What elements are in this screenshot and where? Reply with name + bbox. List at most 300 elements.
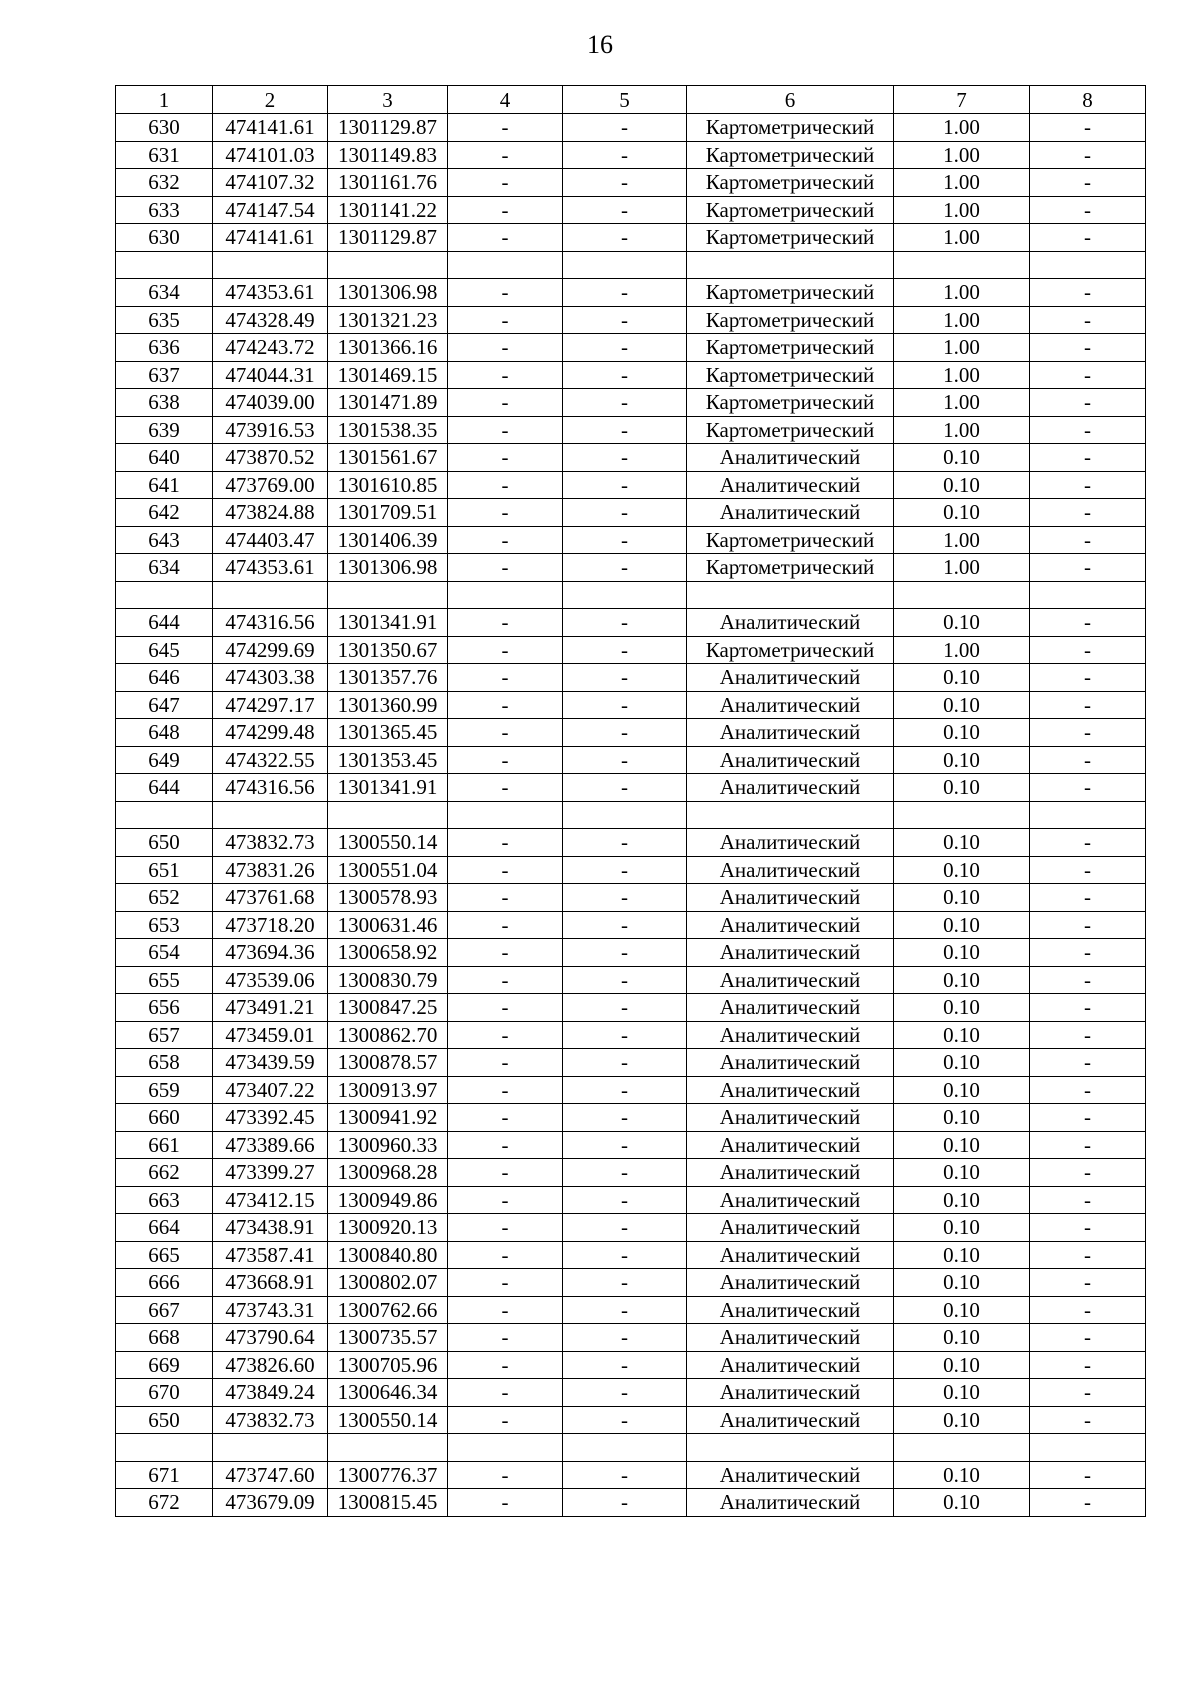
col5-cell: - xyxy=(563,1241,687,1269)
col8-cell: - xyxy=(1030,444,1146,472)
y-coordinate-cell: 1300631.46 xyxy=(328,911,448,939)
col5-cell: - xyxy=(563,719,687,747)
col5-cell: - xyxy=(563,416,687,444)
col8-cell: - xyxy=(1030,306,1146,334)
table-row xyxy=(116,746,1146,774)
point-number-cell: 667 xyxy=(116,1296,213,1324)
point-number-cell: 639 xyxy=(116,416,213,444)
table-row xyxy=(116,1021,1146,1049)
accuracy-cell: 1.00 xyxy=(894,526,1030,554)
y-coordinate-cell: 1301341.91 xyxy=(328,609,448,637)
col4-cell: - xyxy=(448,389,563,417)
col5-cell: - xyxy=(563,1214,687,1242)
col8-cell: - xyxy=(1030,609,1146,637)
col4-cell: - xyxy=(448,1021,563,1049)
col4-cell: - xyxy=(448,279,563,307)
x-coordinate-cell: 474039.00 xyxy=(213,389,328,417)
method-cell: Аналитический xyxy=(687,884,894,912)
col4-cell: - xyxy=(448,1186,563,1214)
col4-cell: - xyxy=(448,884,563,912)
col8-cell: - xyxy=(1030,664,1146,692)
point-number-cell: 640 xyxy=(116,444,213,472)
accuracy-cell: 0.10 xyxy=(894,966,1030,994)
y-coordinate-cell: 1300878.57 xyxy=(328,1049,448,1077)
x-coordinate-cell: 474322.55 xyxy=(213,746,328,774)
col5-cell: - xyxy=(563,279,687,307)
y-coordinate-cell: 1300862.70 xyxy=(328,1021,448,1049)
table-row xyxy=(116,1489,1146,1517)
x-coordinate-cell: 473438.91 xyxy=(213,1214,328,1242)
col4-cell xyxy=(448,801,563,829)
accuracy-cell: 0.10 xyxy=(894,1324,1030,1352)
accuracy-cell: 0.10 xyxy=(894,939,1030,967)
accuracy-cell: 0.10 xyxy=(894,1104,1030,1132)
table-row xyxy=(116,1406,1146,1434)
x-coordinate-cell: 474147.54 xyxy=(213,196,328,224)
table-row xyxy=(116,911,1146,939)
col4-cell: - xyxy=(448,224,563,252)
y-coordinate-cell: 1301471.89 xyxy=(328,389,448,417)
accuracy-cell: 0.10 xyxy=(894,856,1030,884)
x-coordinate-cell: 474243.72 xyxy=(213,334,328,362)
accuracy-cell: 0.10 xyxy=(894,774,1030,802)
point-number-cell: 645 xyxy=(116,636,213,664)
col8-cell: - xyxy=(1030,636,1146,664)
x-coordinate-cell: 473694.36 xyxy=(213,939,328,967)
col4-cell: - xyxy=(448,746,563,774)
col8-cell: - xyxy=(1030,169,1146,197)
col5-cell: - xyxy=(563,444,687,472)
col8-cell: - xyxy=(1030,1324,1146,1352)
table-row xyxy=(116,554,1146,582)
table-row xyxy=(116,471,1146,499)
y-coordinate-cell: 1301149.83 xyxy=(328,141,448,169)
col5-cell: - xyxy=(563,939,687,967)
point-number-cell: 672 xyxy=(116,1489,213,1517)
col5-cell xyxy=(563,1434,687,1462)
accuracy-cell: 0.10 xyxy=(894,1021,1030,1049)
table-row xyxy=(116,1296,1146,1324)
accuracy-cell xyxy=(894,1434,1030,1462)
method-cell: Аналитический xyxy=(687,1379,894,1407)
table-row xyxy=(116,939,1146,967)
col4-cell: - xyxy=(448,856,563,884)
col8-cell: - xyxy=(1030,1351,1146,1379)
col4-cell: - xyxy=(448,1214,563,1242)
col8-cell: - xyxy=(1030,389,1146,417)
x-coordinate-cell: 474297.17 xyxy=(213,691,328,719)
col4-cell: - xyxy=(448,1241,563,1269)
point-number-cell: 650 xyxy=(116,1406,213,1434)
point-number-cell xyxy=(116,251,213,279)
y-coordinate-cell: 1301321.23 xyxy=(328,306,448,334)
point-number-cell: 650 xyxy=(116,829,213,857)
y-coordinate-cell: 1300941.92 xyxy=(328,1104,448,1132)
method-cell: Аналитический xyxy=(687,664,894,692)
col4-cell: - xyxy=(448,444,563,472)
table-header-row xyxy=(116,86,1146,114)
y-coordinate-cell: 1301538.35 xyxy=(328,416,448,444)
column-header: 1 xyxy=(116,86,213,114)
y-coordinate-cell: 1301561.67 xyxy=(328,444,448,472)
col4-cell: - xyxy=(448,499,563,527)
accuracy-cell: 0.10 xyxy=(894,1214,1030,1242)
method-cell: Картометрический xyxy=(687,114,894,142)
col5-cell: - xyxy=(563,1351,687,1379)
col8-cell: - xyxy=(1030,746,1146,774)
column-header: 3 xyxy=(328,86,448,114)
y-coordinate-cell: 1300913.97 xyxy=(328,1076,448,1104)
x-coordinate-cell: 474316.56 xyxy=(213,609,328,637)
method-cell: Картометрический xyxy=(687,416,894,444)
y-coordinate-cell: 1300776.37 xyxy=(328,1461,448,1489)
accuracy-cell: 1.00 xyxy=(894,114,1030,142)
col4-cell: - xyxy=(448,1324,563,1352)
point-number-cell: 644 xyxy=(116,609,213,637)
accuracy-cell xyxy=(894,801,1030,829)
method-cell: Аналитический xyxy=(687,774,894,802)
method-cell: Аналитический xyxy=(687,1461,894,1489)
y-coordinate-cell: 1301709.51 xyxy=(328,499,448,527)
point-number-cell: 671 xyxy=(116,1461,213,1489)
table-row xyxy=(116,609,1146,637)
x-coordinate-cell: 473718.20 xyxy=(213,911,328,939)
point-number-cell: 669 xyxy=(116,1351,213,1379)
x-coordinate-cell: 473439.59 xyxy=(213,1049,328,1077)
col8-cell: - xyxy=(1030,829,1146,857)
accuracy-cell: 0.10 xyxy=(894,1379,1030,1407)
y-coordinate-cell xyxy=(328,801,448,829)
column-header: 8 xyxy=(1030,86,1146,114)
col5-cell: - xyxy=(563,994,687,1022)
x-coordinate-cell: 473539.06 xyxy=(213,966,328,994)
coordinates-table xyxy=(115,85,1146,1517)
accuracy-cell xyxy=(894,581,1030,609)
table-row xyxy=(116,499,1146,527)
accuracy-cell: 0.10 xyxy=(894,1351,1030,1379)
point-number-cell: 641 xyxy=(116,471,213,499)
accuracy-cell: 0.10 xyxy=(894,1159,1030,1187)
y-coordinate-cell: 1301353.45 xyxy=(328,746,448,774)
x-coordinate-cell: 473389.66 xyxy=(213,1131,328,1159)
table-row xyxy=(116,1379,1146,1407)
col5-cell: - xyxy=(563,966,687,994)
point-number-cell: 663 xyxy=(116,1186,213,1214)
col4-cell xyxy=(448,251,563,279)
y-coordinate-cell: 1300550.14 xyxy=(328,829,448,857)
method-cell: Картометрический xyxy=(687,361,894,389)
y-coordinate-cell: 1300735.57 xyxy=(328,1324,448,1352)
col5-cell: - xyxy=(563,1296,687,1324)
accuracy-cell: 0.10 xyxy=(894,1241,1030,1269)
col8-cell: - xyxy=(1030,334,1146,362)
col4-cell: - xyxy=(448,1131,563,1159)
col5-cell: - xyxy=(563,636,687,664)
method-cell: Аналитический xyxy=(687,746,894,774)
point-number-cell: 655 xyxy=(116,966,213,994)
y-coordinate-cell: 1301469.15 xyxy=(328,361,448,389)
col4-cell: - xyxy=(448,114,563,142)
x-coordinate-cell: 474044.31 xyxy=(213,361,328,389)
point-number-cell: 637 xyxy=(116,361,213,389)
table-row xyxy=(116,664,1146,692)
method-cell: Аналитический xyxy=(687,829,894,857)
col8-cell xyxy=(1030,801,1146,829)
y-coordinate-cell: 1301360.99 xyxy=(328,691,448,719)
col5-cell: - xyxy=(563,526,687,554)
y-coordinate-cell: 1300949.86 xyxy=(328,1186,448,1214)
accuracy-cell: 0.10 xyxy=(894,884,1030,912)
point-number-cell: 632 xyxy=(116,169,213,197)
col5-cell: - xyxy=(563,1049,687,1077)
table-row xyxy=(116,196,1146,224)
col4-cell xyxy=(448,1434,563,1462)
method-cell: Картометрический xyxy=(687,169,894,197)
method-cell: Аналитический xyxy=(687,471,894,499)
table-row xyxy=(116,1351,1146,1379)
col4-cell: - xyxy=(448,966,563,994)
col4-cell: - xyxy=(448,471,563,499)
accuracy-cell: 0.10 xyxy=(894,1296,1030,1324)
col5-cell xyxy=(563,801,687,829)
col8-cell xyxy=(1030,251,1146,279)
method-cell: Аналитический xyxy=(687,1351,894,1379)
x-coordinate-cell: 473459.01 xyxy=(213,1021,328,1049)
point-number-cell: 630 xyxy=(116,224,213,252)
y-coordinate-cell: 1300847.25 xyxy=(328,994,448,1022)
y-coordinate-cell: 1301610.85 xyxy=(328,471,448,499)
col8-cell: - xyxy=(1030,966,1146,994)
x-coordinate-cell: 473832.73 xyxy=(213,1406,328,1434)
col5-cell: - xyxy=(563,774,687,802)
point-number-cell: 665 xyxy=(116,1241,213,1269)
col5-cell: - xyxy=(563,911,687,939)
col5-cell: - xyxy=(563,746,687,774)
col8-cell: - xyxy=(1030,416,1146,444)
method-cell: Аналитический xyxy=(687,719,894,747)
method-cell: Аналитический xyxy=(687,1021,894,1049)
point-number-cell: 666 xyxy=(116,1269,213,1297)
accuracy-cell: 1.00 xyxy=(894,554,1030,582)
accuracy-cell: 1.00 xyxy=(894,416,1030,444)
method-cell: Аналитический xyxy=(687,1324,894,1352)
col5-cell: - xyxy=(563,1379,687,1407)
column-header: 5 xyxy=(563,86,687,114)
col4-cell: - xyxy=(448,554,563,582)
accuracy-cell: 0.10 xyxy=(894,444,1030,472)
method-cell xyxy=(687,1434,894,1462)
col5-cell: - xyxy=(563,1159,687,1187)
col8-cell: - xyxy=(1030,911,1146,939)
accuracy-cell: 1.00 xyxy=(894,306,1030,334)
y-coordinate-cell: 1301350.67 xyxy=(328,636,448,664)
col4-cell: - xyxy=(448,1296,563,1324)
method-cell: Картометрический xyxy=(687,141,894,169)
col4-cell: - xyxy=(448,1104,563,1132)
accuracy-cell: 0.10 xyxy=(894,829,1030,857)
point-number-cell: 636 xyxy=(116,334,213,362)
col4-cell: - xyxy=(448,829,563,857)
table-row xyxy=(116,691,1146,719)
table-row xyxy=(116,114,1146,142)
x-coordinate-cell: 473916.53 xyxy=(213,416,328,444)
col8-cell: - xyxy=(1030,471,1146,499)
point-number-cell: 661 xyxy=(116,1131,213,1159)
point-number-cell: 647 xyxy=(116,691,213,719)
method-cell: Аналитический xyxy=(687,856,894,884)
method-cell xyxy=(687,251,894,279)
method-cell: Аналитический xyxy=(687,609,894,637)
col5-cell: - xyxy=(563,196,687,224)
col8-cell: - xyxy=(1030,774,1146,802)
accuracy-cell: 1.00 xyxy=(894,141,1030,169)
col8-cell: - xyxy=(1030,499,1146,527)
col5-cell: - xyxy=(563,1269,687,1297)
method-cell: Аналитический xyxy=(687,1131,894,1159)
col8-cell: - xyxy=(1030,1379,1146,1407)
method-cell: Картометрический xyxy=(687,636,894,664)
x-coordinate-cell: 473790.64 xyxy=(213,1324,328,1352)
col8-cell: - xyxy=(1030,224,1146,252)
col5-cell: - xyxy=(563,664,687,692)
y-coordinate-cell: 1300815.45 xyxy=(328,1489,448,1517)
point-number-cell xyxy=(116,801,213,829)
x-coordinate-cell xyxy=(213,251,328,279)
x-coordinate-cell: 473849.24 xyxy=(213,1379,328,1407)
col8-cell: - xyxy=(1030,939,1146,967)
col5-cell: - xyxy=(563,856,687,884)
accuracy-cell: 1.00 xyxy=(894,279,1030,307)
method-cell: Аналитический xyxy=(687,966,894,994)
table-row xyxy=(116,1269,1146,1297)
point-number-cell xyxy=(116,1434,213,1462)
table-row xyxy=(116,1324,1146,1352)
point-number-cell: 642 xyxy=(116,499,213,527)
col5-cell: - xyxy=(563,1461,687,1489)
accuracy-cell: 0.10 xyxy=(894,1076,1030,1104)
col4-cell: - xyxy=(448,719,563,747)
col8-cell: - xyxy=(1030,1489,1146,1517)
point-number-cell: 660 xyxy=(116,1104,213,1132)
y-coordinate-cell: 1300646.34 xyxy=(328,1379,448,1407)
method-cell: Картометрический xyxy=(687,334,894,362)
point-number-cell: 668 xyxy=(116,1324,213,1352)
col4-cell: - xyxy=(448,361,563,389)
col5-cell: - xyxy=(563,1489,687,1517)
col8-cell: - xyxy=(1030,361,1146,389)
table-row xyxy=(116,966,1146,994)
method-cell: Аналитический xyxy=(687,911,894,939)
y-coordinate-cell: 1301341.91 xyxy=(328,774,448,802)
method-cell: Аналитический xyxy=(687,444,894,472)
col5-cell xyxy=(563,581,687,609)
table-row xyxy=(116,1131,1146,1159)
x-coordinate-cell: 473679.09 xyxy=(213,1489,328,1517)
col5-cell: - xyxy=(563,1186,687,1214)
point-number-cell: 652 xyxy=(116,884,213,912)
col5-cell: - xyxy=(563,224,687,252)
method-cell: Аналитический xyxy=(687,691,894,719)
method-cell: Аналитический xyxy=(687,1186,894,1214)
col4-cell: - xyxy=(448,609,563,637)
accuracy-cell: 1.00 xyxy=(894,636,1030,664)
method-cell: Картометрический xyxy=(687,526,894,554)
col5-cell: - xyxy=(563,389,687,417)
accuracy-cell: 1.00 xyxy=(894,196,1030,224)
point-number-cell: 653 xyxy=(116,911,213,939)
accuracy-cell: 0.10 xyxy=(894,1131,1030,1159)
table-row xyxy=(116,856,1146,884)
point-number-cell: 657 xyxy=(116,1021,213,1049)
x-coordinate-cell: 473831.26 xyxy=(213,856,328,884)
col4-cell: - xyxy=(448,526,563,554)
table-row xyxy=(116,279,1146,307)
y-coordinate-cell: 1301129.87 xyxy=(328,224,448,252)
table-row xyxy=(116,389,1146,417)
accuracy-cell: 0.10 xyxy=(894,1049,1030,1077)
table-row xyxy=(116,361,1146,389)
col8-cell: - xyxy=(1030,719,1146,747)
accuracy-cell: 0.10 xyxy=(894,719,1030,747)
col8-cell: - xyxy=(1030,1076,1146,1104)
x-coordinate-cell: 473668.91 xyxy=(213,1269,328,1297)
accuracy-cell: 0.10 xyxy=(894,1461,1030,1489)
table-row xyxy=(116,334,1146,362)
accuracy-cell: 1.00 xyxy=(894,334,1030,362)
point-number-cell: 646 xyxy=(116,664,213,692)
accuracy-cell: 0.10 xyxy=(894,746,1030,774)
method-cell: Аналитический xyxy=(687,939,894,967)
col5-cell: - xyxy=(563,884,687,912)
table-row xyxy=(116,1186,1146,1214)
accuracy-cell: 0.10 xyxy=(894,994,1030,1022)
col8-cell: - xyxy=(1030,1159,1146,1187)
col5-cell: - xyxy=(563,609,687,637)
col8-cell: - xyxy=(1030,856,1146,884)
col4-cell: - xyxy=(448,306,563,334)
table-separator-row xyxy=(116,1434,1146,1462)
col4-cell: - xyxy=(448,416,563,444)
col5-cell: - xyxy=(563,829,687,857)
y-coordinate-cell: 1301406.39 xyxy=(328,526,448,554)
col4-cell: - xyxy=(448,994,563,1022)
col8-cell: - xyxy=(1030,1241,1146,1269)
col8-cell: - xyxy=(1030,1296,1146,1324)
table-row xyxy=(116,994,1146,1022)
accuracy-cell: 0.10 xyxy=(894,499,1030,527)
method-cell: Картометрический xyxy=(687,196,894,224)
x-coordinate-cell: 473412.15 xyxy=(213,1186,328,1214)
x-coordinate-cell: 473399.27 xyxy=(213,1159,328,1187)
x-coordinate-cell: 474403.47 xyxy=(213,526,328,554)
y-coordinate-cell: 1300550.14 xyxy=(328,1406,448,1434)
col5-cell: - xyxy=(563,1076,687,1104)
method-cell: Картометрический xyxy=(687,279,894,307)
col4-cell: - xyxy=(448,1489,563,1517)
table-row xyxy=(116,1076,1146,1104)
col4-cell: - xyxy=(448,774,563,802)
point-number-cell: 651 xyxy=(116,856,213,884)
y-coordinate-cell: 1300840.80 xyxy=(328,1241,448,1269)
col4-cell: - xyxy=(448,939,563,967)
method-cell: Аналитический xyxy=(687,1159,894,1187)
accuracy-cell: 0.10 xyxy=(894,911,1030,939)
x-coordinate-cell xyxy=(213,801,328,829)
table-row xyxy=(116,224,1146,252)
x-coordinate-cell: 474353.61 xyxy=(213,554,328,582)
col8-cell: - xyxy=(1030,526,1146,554)
method-cell: Аналитический xyxy=(687,1104,894,1132)
